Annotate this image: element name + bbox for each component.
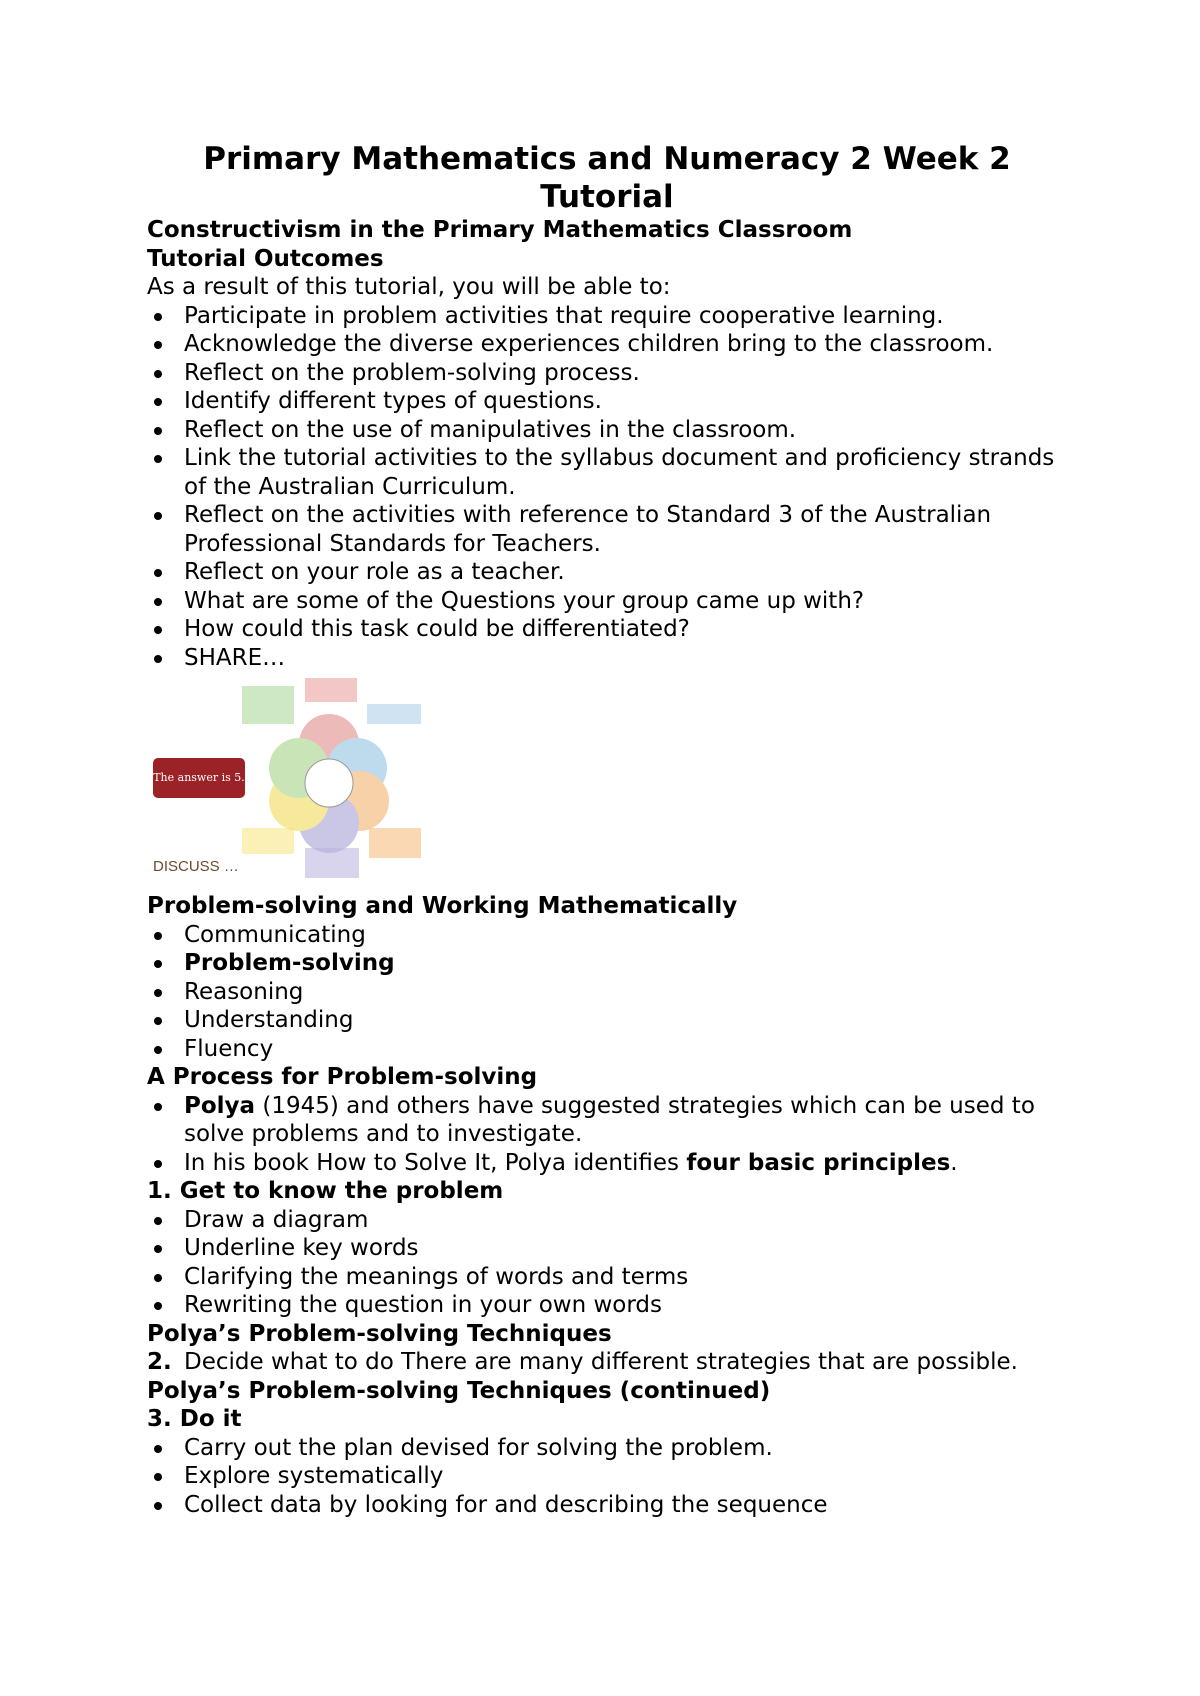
- book-text: In his book How to Solve It, Polya identifies: [184, 1149, 687, 1176]
- step1-heading: 1. Get to know the problem: [147, 1178, 504, 1204]
- list-item: Link the tutorial activities to the syllabus document and proficiency strands of the Australian Curriculum.: [147, 444, 1067, 501]
- step3-heading: 3. Do it: [147, 1406, 242, 1432]
- book-text-end: .: [950, 1149, 958, 1176]
- discuss-label: DISCUSS …: [153, 858, 239, 875]
- list-item: Acknowledge the diverse experiences children bring to the classroom.: [147, 330, 1067, 359]
- list-item: Problem-solving: [147, 949, 1067, 978]
- list-item: Reflect on your role as a teacher.: [147, 558, 1067, 587]
- step2-text: Decide what to do There are many different strategies that are possible.: [184, 1349, 1018, 1375]
- polya-name: Polya: [184, 1092, 256, 1119]
- list-item: Participate in problem activities that require cooperative learning.: [147, 302, 1067, 331]
- outcomes-heading: Tutorial Outcomes: [147, 245, 384, 272]
- step1-list: [147, 1206, 1067, 1320]
- list-item: [147, 1092, 1067, 1149]
- note-yellow: [242, 828, 294, 854]
- note-blue: [367, 704, 421, 724]
- list-item: Communicating: [147, 921, 1067, 950]
- list-item: What are some of the Questions your group came up with?: [147, 587, 1067, 616]
- working-heading: Problem-solving and Working Mathematically: [147, 893, 738, 919]
- list-item: Reflect on the problem-solving process.: [147, 359, 1067, 388]
- list-item: Reflect on the activities with reference to Standard 3 of the Australian Professional Standards for Teachers.: [147, 501, 1067, 558]
- list-item: Clarifying the meanings of words and terms: [147, 1263, 1067, 1292]
- techniques-heading: Polya’s Problem-solving Techniques: [147, 1320, 612, 1347]
- list-item: Reflect on the use of manipulatives in the classroom.: [147, 416, 1067, 445]
- process-list: [147, 1092, 1067, 1178]
- list-item: Explore systematically: [147, 1462, 1067, 1491]
- list-item: Collect data by looking for and describing the sequence: [147, 1491, 1067, 1520]
- slide-thumbnail-figure: [147, 676, 427, 886]
- note-green: [242, 686, 294, 724]
- list-item: Underline key words: [147, 1234, 1067, 1263]
- list-item: [147, 1348, 1067, 1377]
- techniques-cont-heading: Polya’s Problem-solving Techniques (continued): [147, 1377, 771, 1404]
- outcomes-intro: As a result of this tutorial, you will be able to:: [147, 274, 671, 300]
- list-item: [147, 1149, 1067, 1178]
- center-circle: [305, 759, 353, 807]
- subtitle: Constructivism in the Primary Mathematics Classroom: [147, 217, 853, 243]
- process-heading: A Process for Problem-solving: [147, 1064, 538, 1090]
- list-item: Understanding: [147, 1006, 1067, 1035]
- list-item: Fluency: [147, 1035, 1067, 1064]
- step3-list: [147, 1434, 1067, 1520]
- list-item: SHARE…: [147, 644, 1067, 673]
- list-item: How could this task could be differentiated?: [147, 615, 1067, 644]
- note-orange: [369, 828, 421, 858]
- list-item: Identify different types of questions.: [147, 387, 1067, 416]
- polya-text: (1945) and others have suggested strategies which can be used to solve problems and to investigate.: [184, 1092, 1035, 1147]
- note-pink: [305, 678, 357, 702]
- step2-list: [147, 1348, 1067, 1377]
- document-title: Primary Mathematics and Numeracy 2 Week 2 Tutorial: [203, 141, 1011, 215]
- list-item: Carry out the plan devised for solving the problem.: [147, 1434, 1067, 1463]
- working-list: [147, 921, 1067, 1064]
- list-item: Draw a diagram: [147, 1206, 1067, 1235]
- document-page: [147, 140, 1067, 1519]
- list-item: Reasoning: [147, 978, 1067, 1007]
- four-principles: four basic principles: [686, 1149, 951, 1176]
- answer-label: The answer is 5.: [153, 771, 245, 784]
- step2-number: 2.: [147, 1349, 172, 1375]
- outcomes-list: [147, 302, 1067, 673]
- list-item: Rewriting the question in your own words: [147, 1291, 1067, 1320]
